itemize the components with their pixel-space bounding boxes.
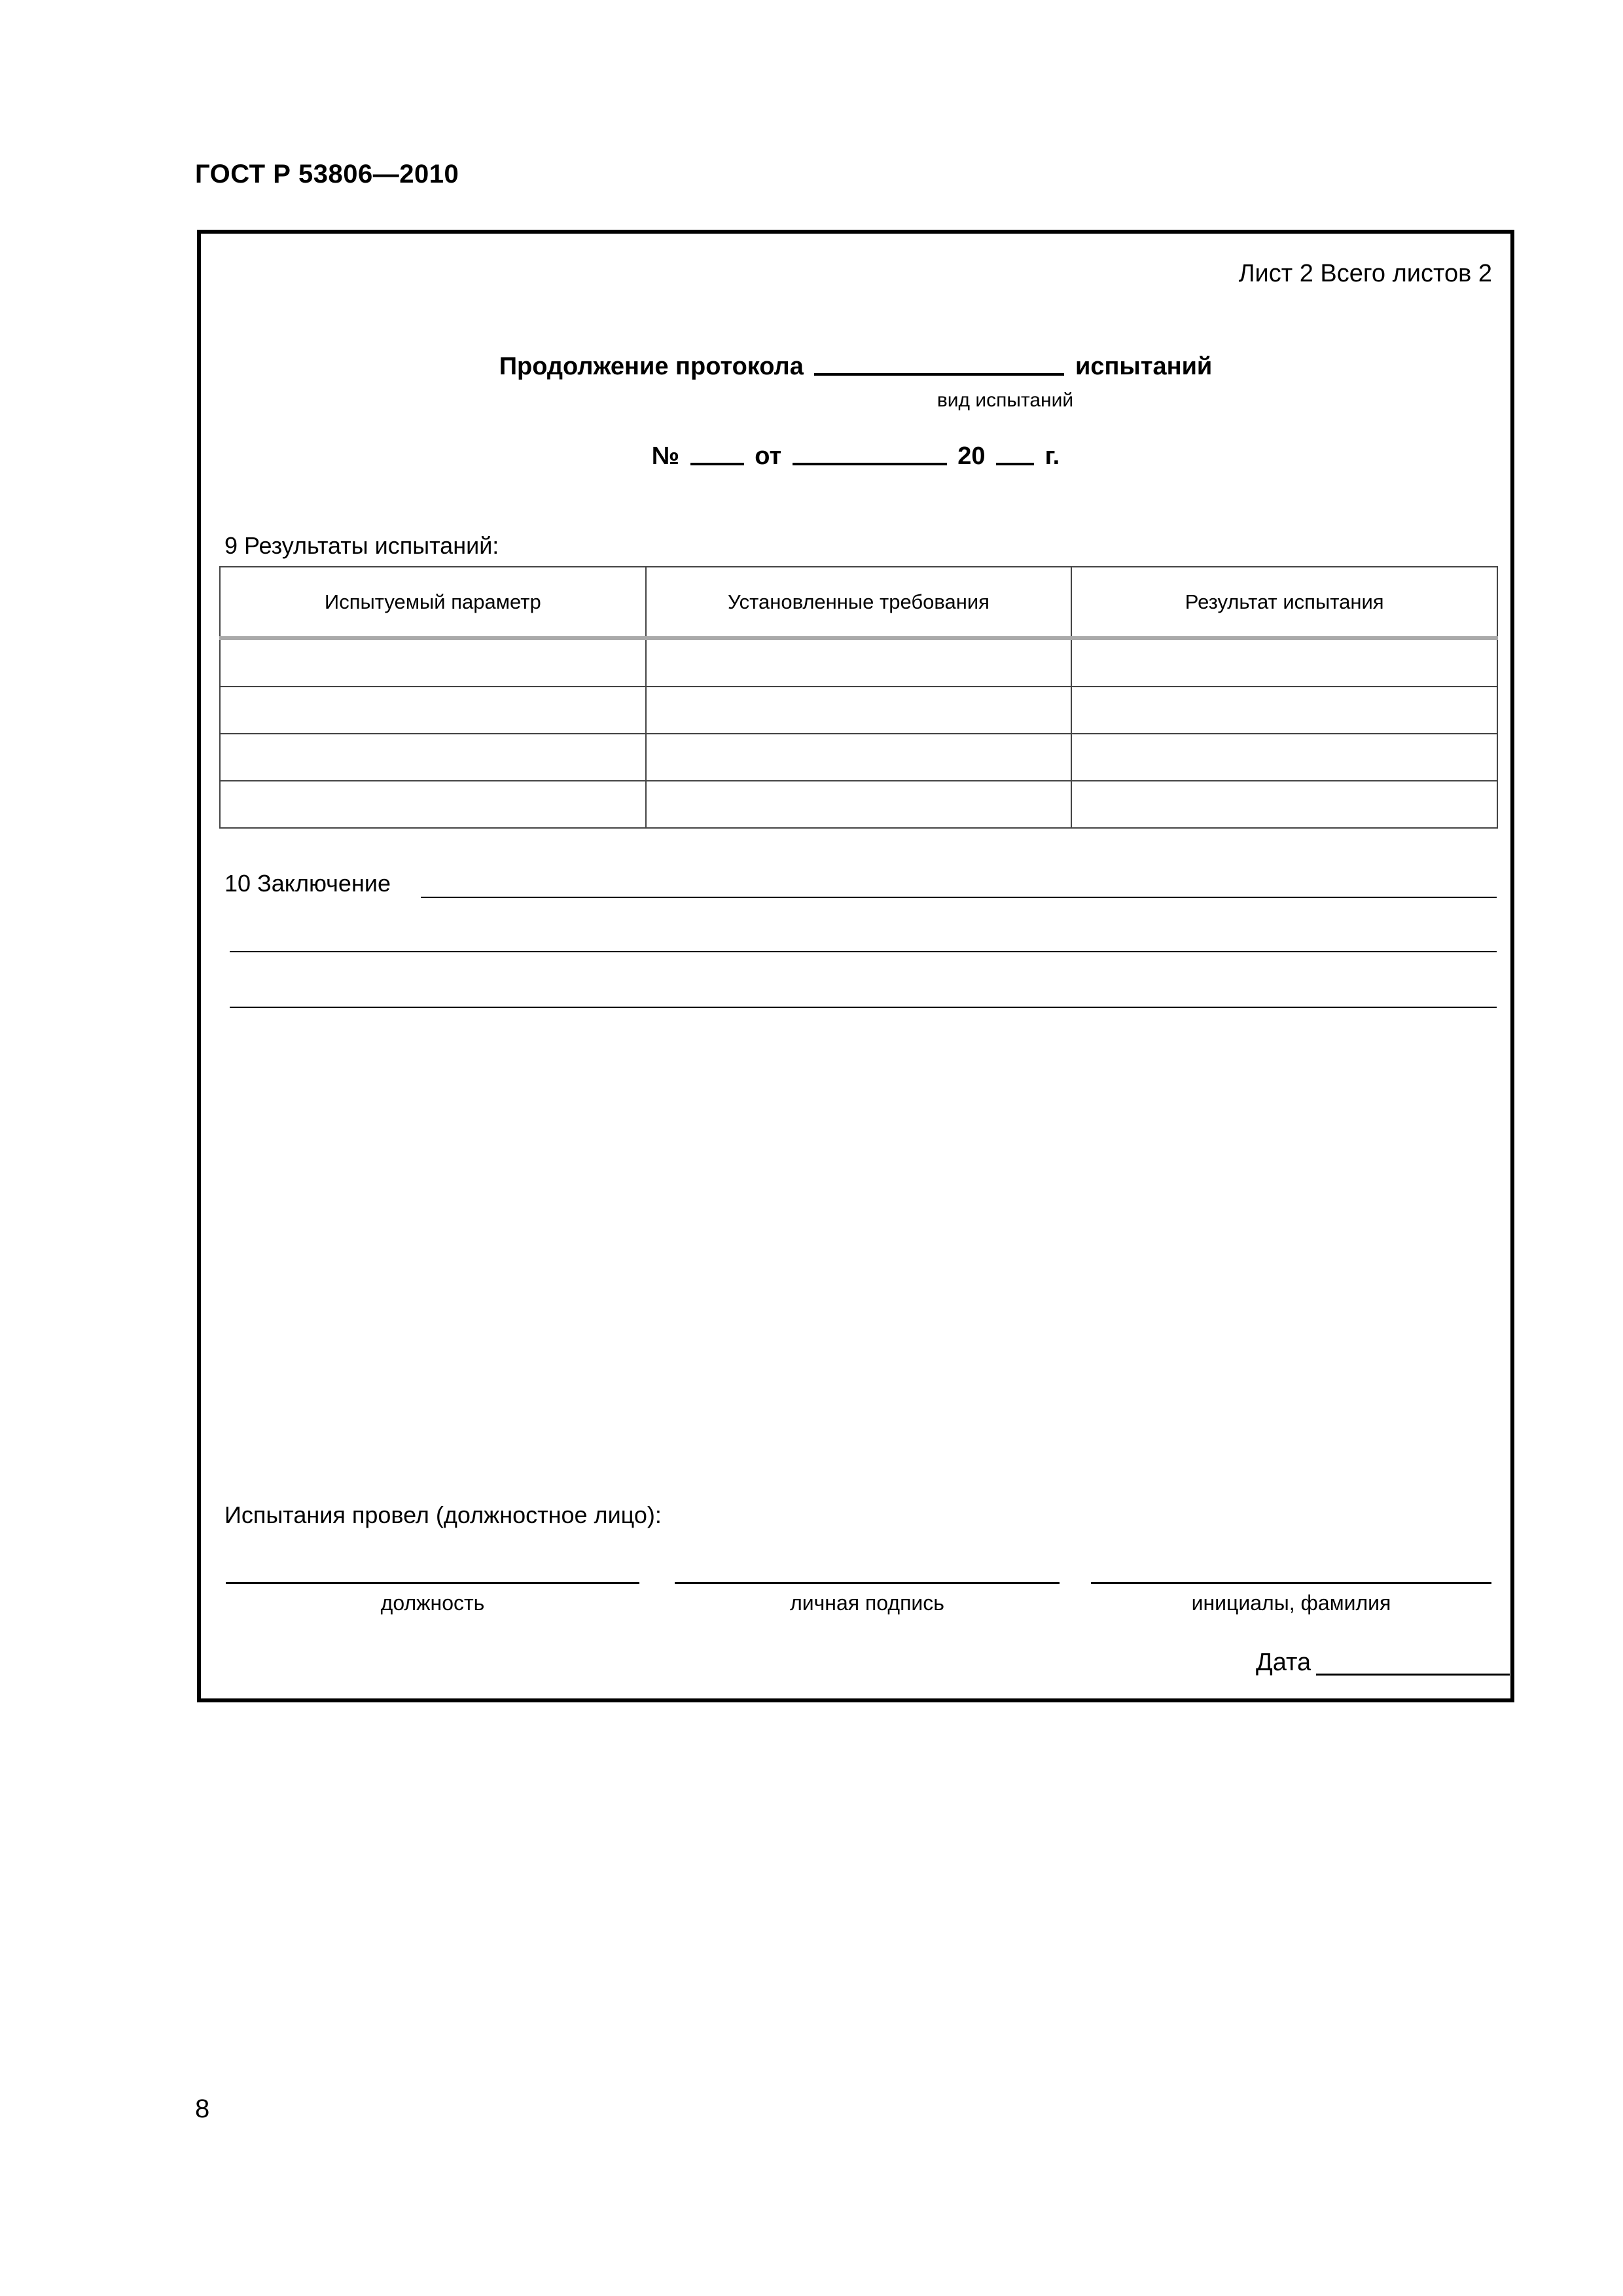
table-row	[220, 687, 1497, 734]
year-prefix: 20	[957, 442, 986, 470]
year-suffix: г.	[1044, 442, 1060, 470]
test-type-blank[interactable]	[814, 353, 1064, 376]
protocol-year-blank[interactable]	[996, 443, 1034, 465]
protocol-title	[201, 353, 1510, 379]
test-protocol-form	[197, 230, 1514, 1702]
table-cell[interactable]	[646, 734, 1072, 781]
table-row	[220, 734, 1497, 781]
table-cell[interactable]	[220, 781, 646, 828]
table-cell[interactable]	[220, 638, 646, 687]
protocol-number-line	[201, 443, 1510, 469]
title-suffix: испытаний	[1075, 353, 1213, 380]
column-header-result: Результат испытания	[1071, 567, 1497, 638]
document-standard-header: ГОСТ Р 53806—2010	[195, 160, 459, 188]
conclusion-line-2[interactable]	[230, 951, 1497, 952]
from-word: от	[755, 442, 782, 470]
title-prefix: Продолжение протокола	[499, 353, 804, 380]
table-cell[interactable]	[646, 687, 1072, 734]
column-header-requirements: Установленные требования	[646, 567, 1072, 638]
sheet-info: Лист 2 Всего листов 2	[1238, 260, 1492, 287]
table-cell[interactable]	[1071, 687, 1497, 734]
protocol-number-blank[interactable]	[690, 443, 744, 465]
page-number: 8	[195, 2094, 210, 2123]
date-label: Дата	[1256, 1649, 1311, 1676]
number-sign: №	[651, 442, 680, 470]
position-caption: должность	[380, 1591, 485, 1615]
table-cell[interactable]	[646, 638, 1072, 687]
protocol-date-blank[interactable]	[793, 443, 947, 465]
column-header-parameter: Испытуемый параметр	[220, 567, 646, 638]
name-caption: инициалы, фамилия	[1191, 1591, 1391, 1615]
table-cell[interactable]	[1071, 638, 1497, 687]
table-cell[interactable]	[220, 687, 646, 734]
results-table-header	[220, 567, 1497, 638]
personal-signature-line[interactable]	[675, 1582, 1060, 1584]
table-cell[interactable]	[220, 734, 646, 781]
name-signature-line[interactable]	[1091, 1582, 1491, 1584]
table-row	[220, 781, 1497, 828]
date-blank[interactable]	[1316, 1674, 1510, 1676]
table-row	[220, 638, 1497, 687]
results-table	[219, 566, 1498, 829]
table-cell[interactable]	[1071, 734, 1497, 781]
table-cell[interactable]	[646, 781, 1072, 828]
table-cell[interactable]	[1071, 781, 1497, 828]
section-10-label: 10 Заключение	[224, 870, 391, 897]
section-9-label: 9 Результаты испытаний:	[224, 532, 499, 559]
personal-signature-caption: личная подпись	[790, 1591, 944, 1615]
position-signature-line[interactable]	[226, 1582, 639, 1584]
conclusion-line-3[interactable]	[230, 1007, 1497, 1008]
conducted-by-label: Испытания провел (должностное лицо):	[224, 1501, 662, 1528]
test-type-caption: вид испытаний	[936, 389, 1074, 411]
conclusion-line-1[interactable]	[421, 897, 1497, 898]
